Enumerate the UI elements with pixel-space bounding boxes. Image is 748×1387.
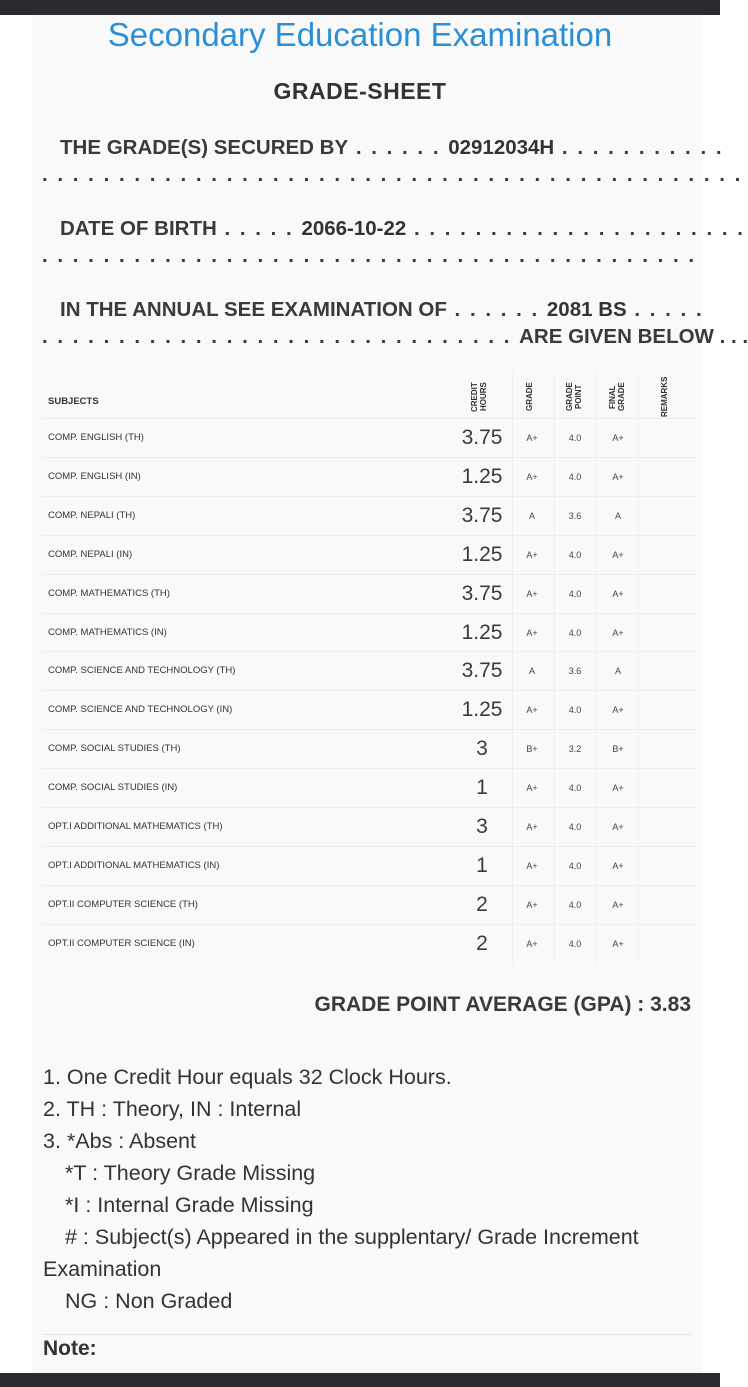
grade-cell: A xyxy=(528,510,535,521)
dob-line: DATE OF BIRTH . . . . . 2066-10-22 . . . . . . . . . . . . . . . . . . . . . . . . . . . . . . . . . . . . . . . . . . . . . . . . . . . . . . . . . . . . . . . . . xyxy=(42,217,745,267)
note-item: 1. One Credit Hour equals 32 Clock Hours. xyxy=(43,1065,452,1089)
table-row xyxy=(42,496,696,535)
final-grade-cell: A+ xyxy=(612,705,624,716)
credit-hours-cell: 2 xyxy=(476,892,488,916)
credit-hours-cell: 3 xyxy=(476,815,488,838)
grade-point-cell: 4.0 xyxy=(568,938,582,949)
table-row xyxy=(42,613,696,652)
gpa-value: 3.83 xyxy=(650,993,691,1016)
table-row xyxy=(42,574,696,613)
given-below: ARE GIVEN BELOW . . . xyxy=(519,325,748,348)
exam-line: IN THE ANNUAL SEE EXAMINATION OF . . . . . . 2081 BS . . . . . . . . . . . . . . . . . . . . . . . . . . . . . . . . . . . . ARE GIVEN BELOW . . . xyxy=(42,298,748,348)
subject-cell: OPT.II COMPUTER SCIENCE (IN) xyxy=(48,937,195,949)
secured-by-line: THE GRADE(S) SECURED BY . . . . . . 02912034H . . . . . . . . . . . . . . . . . . . . . . . . . . . . . . . . . . . . . . . . . . . . . . . . . . . . . . . . . xyxy=(42,136,743,186)
table-row xyxy=(42,924,696,963)
grade-point-cell: 4.0 xyxy=(568,899,582,910)
note-item: Examination xyxy=(43,1257,162,1281)
grade-cell: A+ xyxy=(526,860,538,871)
grade-point-cell: 3.6 xyxy=(568,510,582,521)
final-grade-cell: A+ xyxy=(612,860,624,871)
grade-cell: A+ xyxy=(526,627,538,638)
dob-label: DATE OF BIRTH xyxy=(60,217,217,240)
grade-sheet-heading: GRADE-SHEET xyxy=(273,78,447,104)
page-title: Secondary Education Examination xyxy=(107,16,613,53)
grade-point-cell: 4.0 xyxy=(568,588,582,599)
grade-cell: A+ xyxy=(526,938,538,949)
table-row xyxy=(42,651,696,690)
table-row xyxy=(42,729,696,768)
final-grade-cell: A+ xyxy=(612,433,624,443)
header-grade-point: GRADE POINT xyxy=(565,382,583,412)
final-grade-cell: A+ xyxy=(612,899,624,910)
subject-cell: COMP. SOCIAL STUDIES (TH) xyxy=(48,743,181,755)
subject-cell: OPT.II COMPUTER SCIENCE (TH) xyxy=(48,898,198,910)
credit-hours-cell: 1.25 xyxy=(461,698,503,722)
header-final-grade: FINAL GRADE xyxy=(608,382,626,412)
status-bar xyxy=(0,0,720,15)
grade-point-cell: 4.0 xyxy=(568,705,582,716)
subject-cell: COMP. SCIENCE AND TECHNOLOGY (TH) xyxy=(48,665,236,677)
table-row xyxy=(42,535,696,574)
grade-point-cell: 4.0 xyxy=(568,471,582,482)
note-item: *T : Theory Grade Missing xyxy=(65,1161,316,1185)
final-grade-cell: B+ xyxy=(612,744,624,755)
subject-cell: COMP. MATHEMATICS (TH) xyxy=(48,587,170,599)
note-label: Note: xyxy=(43,1337,97,1360)
header-remarks: REMARKS xyxy=(660,376,669,418)
grade-point-cell: 4.0 xyxy=(568,822,582,832)
note-item: *I : Internal Grade Missing xyxy=(65,1193,314,1217)
credit-hours-cell: 2 xyxy=(476,931,488,955)
final-grade-cell: A+ xyxy=(612,627,624,638)
final-grade-cell: A+ xyxy=(612,783,624,794)
credit-hours-cell: 1.25 xyxy=(461,464,503,488)
grade-cell: A xyxy=(528,666,535,677)
table-row xyxy=(42,846,696,885)
credit-hours-cell: 3.75 xyxy=(461,659,503,683)
table-row xyxy=(42,885,696,924)
grade-cell: A+ xyxy=(526,549,538,560)
grade-cell: A+ xyxy=(526,471,538,482)
navigation-bar xyxy=(0,1373,720,1387)
credit-hours-cell: 3.75 xyxy=(461,581,503,605)
grade-cell: B+ xyxy=(526,744,538,755)
grade-cell: A+ xyxy=(526,822,538,832)
final-grade-cell: A+ xyxy=(612,471,624,482)
subject-cell: COMP. MATHEMATICS (IN) xyxy=(48,626,167,638)
subject-cell: COMP. ENGLISH (IN) xyxy=(48,470,141,482)
grade-point-cell: 4.0 xyxy=(568,549,582,560)
table-row xyxy=(42,690,696,729)
secured-label: THE GRADE(S) SECURED BY xyxy=(60,136,349,159)
gpa-label: GRADE POINT AVERAGE (GPA) : xyxy=(314,993,645,1016)
final-grade-cell: A+ xyxy=(612,588,624,599)
grade-cell: A+ xyxy=(526,899,538,910)
notes-list xyxy=(43,1061,703,1317)
divider xyxy=(43,1334,691,1335)
dob-value: 2066-10-22 xyxy=(301,217,407,240)
subject-cell: COMP. SCIENCE AND TECHNOLOGY (IN) xyxy=(48,704,233,716)
subject-cell: COMP. SOCIAL STUDIES (IN) xyxy=(48,782,178,794)
subject-cell: OPT.I ADDITIONAL MATHEMATICS (IN) xyxy=(48,859,220,871)
subject-cell: COMP. NEPALI (TH) xyxy=(48,509,136,521)
exam-year: 2081 BS xyxy=(546,298,627,321)
final-grade-cell: A xyxy=(614,666,621,677)
subject-cell: COMP. NEPALI (IN) xyxy=(48,548,133,560)
grade-cell: A+ xyxy=(526,588,538,599)
table-row xyxy=(42,768,696,807)
final-grade-cell: A xyxy=(614,510,621,521)
grade-point-cell: 4.0 xyxy=(568,860,582,871)
header-grade: GRADE xyxy=(525,382,534,412)
subject-cell: OPT.I ADDITIONAL MATHEMATICS (TH) xyxy=(48,821,223,832)
grade-point-cell: 3.2 xyxy=(568,744,582,755)
table-row xyxy=(42,807,696,846)
grade-point-cell: 4.0 xyxy=(568,627,582,638)
credit-hours-cell: 1 xyxy=(476,776,488,800)
gpa-line xyxy=(314,993,691,1017)
grade-point-cell: 4.0 xyxy=(568,783,582,794)
credit-hours-cell: 3 xyxy=(476,737,488,761)
subject-cell: COMP. ENGLISH (TH) xyxy=(48,432,144,443)
credit-hours-cell: 1 xyxy=(476,853,488,877)
credit-hours-cell: 1.25 xyxy=(461,542,503,566)
note-item: NG : Non Graded xyxy=(65,1289,233,1313)
credit-hours-cell: 3.75 xyxy=(461,426,503,449)
final-grade-cell: A+ xyxy=(612,822,624,832)
grade-point-cell: 4.0 xyxy=(568,433,582,443)
grade-cell: A+ xyxy=(526,705,538,716)
grade-cell: A+ xyxy=(526,433,538,443)
symbol-number: 02912034H xyxy=(448,136,555,159)
header-credit-hours: CREDIT HOURS xyxy=(470,382,488,412)
header-subjects: SUBJECTS xyxy=(48,396,99,407)
exam-label: IN THE ANNUAL SEE EXAMINATION OF xyxy=(60,298,447,321)
final-grade-cell: A+ xyxy=(612,938,624,949)
note-item: 2. TH : Theory, IN : Internal xyxy=(43,1097,302,1121)
note-item: # : Subject(s) Appeared in the supplentary/ Grade Increment xyxy=(65,1225,639,1249)
table-row xyxy=(42,418,696,457)
note-item: 3. *Abs : Absent xyxy=(43,1129,196,1153)
credit-hours-cell: 3.75 xyxy=(461,503,503,527)
table-row xyxy=(42,457,696,496)
grade-point-cell: 3.6 xyxy=(568,666,582,677)
grade-cell: A+ xyxy=(526,783,538,794)
credit-hours-cell: 1.25 xyxy=(461,620,503,644)
final-grade-cell: A+ xyxy=(612,549,624,560)
